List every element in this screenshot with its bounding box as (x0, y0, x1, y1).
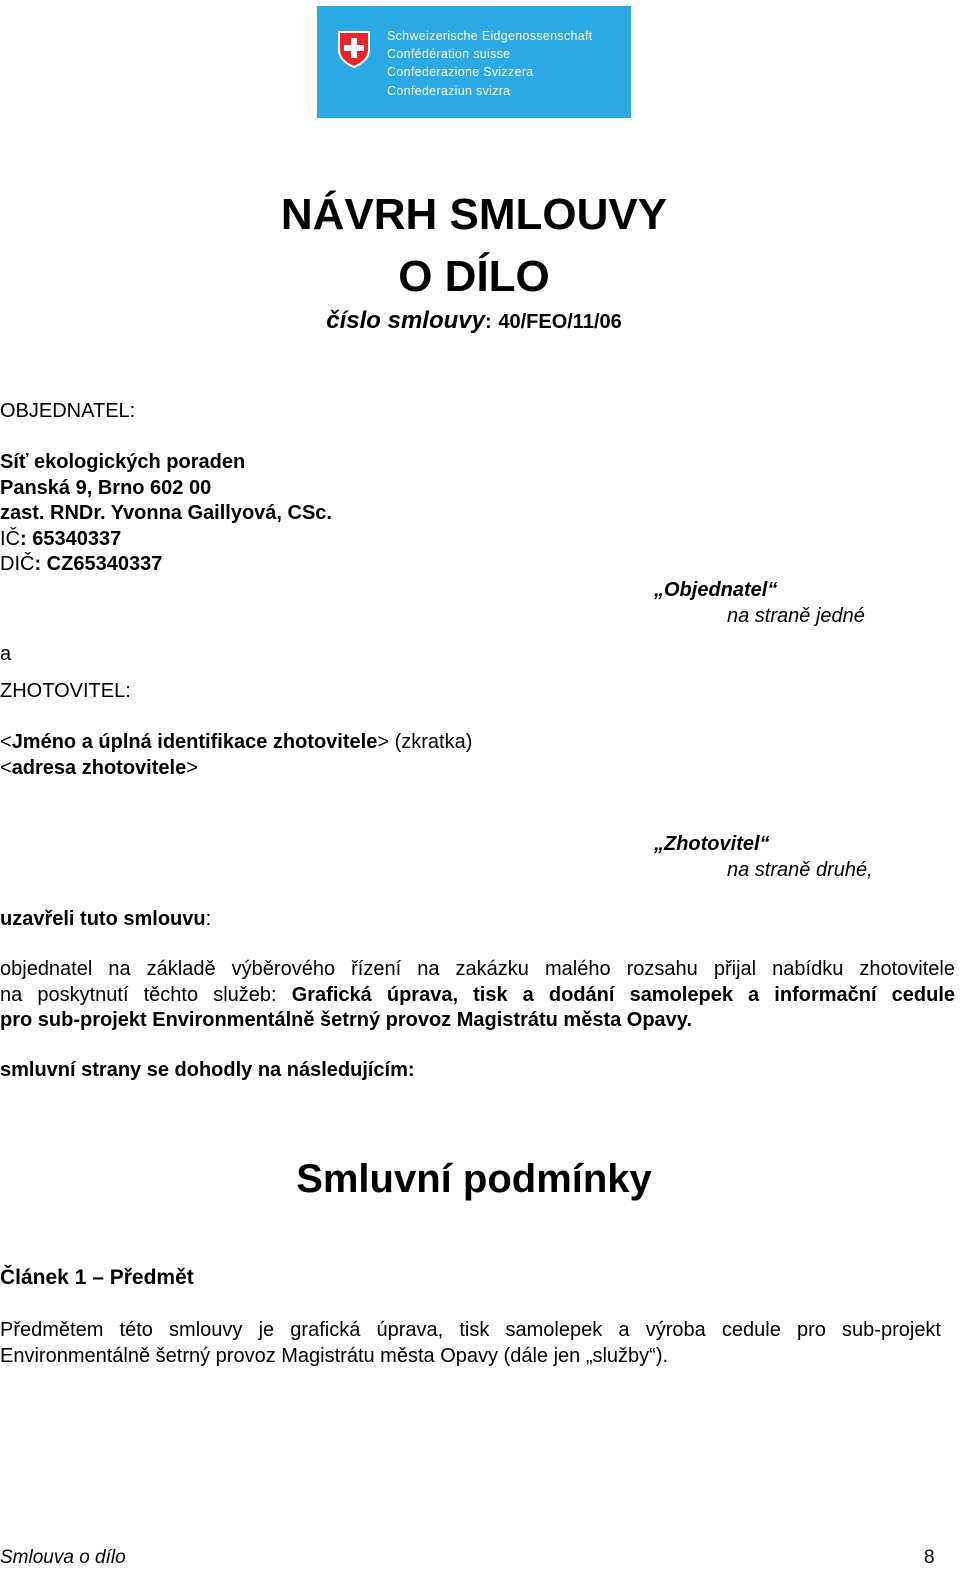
zhotovitel-address (0, 755, 198, 781)
name-close-bracket: > (377, 731, 390, 753)
ic-value: : 65340337 (20, 528, 122, 550)
article-1-line-1: Předmětem této smlouvy je grafická úprava, tisk samolepek a výroba cedule pro sub-projekt (0, 1319, 941, 1341)
addr-open-bracket: < (0, 757, 12, 779)
zhotovitel-address-placeholder: adresa zhotovitele (11, 757, 187, 779)
addr-close-bracket: > (186, 757, 198, 779)
intro-line-1: objednatel na základě výběrového řízení na zakázku malého rozsahu přijal nabídku zhotovitele (0, 958, 955, 980)
dic-value: : CZ65340337 (34, 553, 163, 575)
zhotovitel-side: na straně druhé, (727, 859, 873, 881)
footer-title: Smlouva o dílo (0, 1547, 126, 1568)
objednatel-side: na straně jedné (727, 605, 865, 627)
concluded-colon: : (205, 908, 212, 930)
contract-number-label: číslo smlouvy (326, 307, 485, 334)
objednatel-representative: zast. RNDr. Yvonna Gaillyová, CSc. (0, 502, 332, 524)
conjunction: a (0, 643, 12, 665)
concluded-statement (0, 906, 211, 932)
intro-line-2 (0, 982, 955, 1008)
zhotovitel-name (0, 729, 472, 755)
logo-line-rm: Confederaziun svizra (387, 83, 511, 98)
logo-text (387, 27, 593, 100)
zhotovitel-name-placeholder: Jméno a úplná identifikace zhotovitele (11, 731, 378, 753)
objednatel-name: Síť ekologických poraden (0, 451, 246, 473)
dic-label: DIČ (0, 553, 35, 575)
ic-label: IČ (0, 528, 20, 550)
intro-line-2-bold: Grafická úprava, tisk a dodání samolepek a informační cedule (291, 984, 955, 1006)
objednatel-address: Panská 9, Brno 602 00 (0, 477, 212, 499)
article-1-line-2: Environmentálně šetrný provoz Magistrátu města Opavy (dále jen „služby“). (0, 1345, 669, 1367)
objednatel-dic (0, 551, 162, 577)
objednatel-heading: OBJEDNATEL: (0, 400, 136, 422)
name-open-bracket: < (0, 731, 12, 753)
swiss-confederation-logo (317, 6, 631, 118)
document-title-line1: NÁVRH SMLOUVY (280, 190, 668, 239)
concluded-text: uzavřeli tuto smlouvu (0, 908, 206, 930)
swiss-shield-icon (337, 30, 371, 68)
logo-line-fr: Confédération suisse (387, 47, 511, 62)
zhotovitel-heading: ZHOTOVITEL: (0, 680, 131, 702)
objednatel-role: „Objednatel“ (654, 579, 778, 601)
document-title-line2: O DÍLO (398, 252, 550, 301)
zhotovitel-role: „Zhotovitel“ (654, 833, 770, 855)
intro-line-2-plain: na poskytnutí těchto služeb: (0, 984, 292, 1006)
contract-number-separator: : (484, 311, 492, 333)
contract-number-value: 40/FEO/11/06 (498, 311, 622, 333)
contract-number (0, 306, 948, 337)
zhotovitel-abbr: (zkratka) (389, 731, 473, 753)
logo-line-de: Schweizerische Eidgenossenschaft (387, 29, 593, 43)
page-number: 8 (924, 1547, 935, 1568)
logo-line-it: Confederazione Svizzera (387, 65, 534, 80)
article-1-heading: Článek 1 – Předmět (0, 1266, 194, 1289)
section-title: Smluvní podmínky (296, 1157, 652, 1201)
intro-line-3: pro sub-projekt Environmentálně šetrný provoz Magistrátu města Opavy. (0, 1009, 693, 1031)
objednatel-ic (0, 526, 121, 552)
agreed-statement: smluvní strany se dohodly na následujícím: (0, 1059, 415, 1081)
